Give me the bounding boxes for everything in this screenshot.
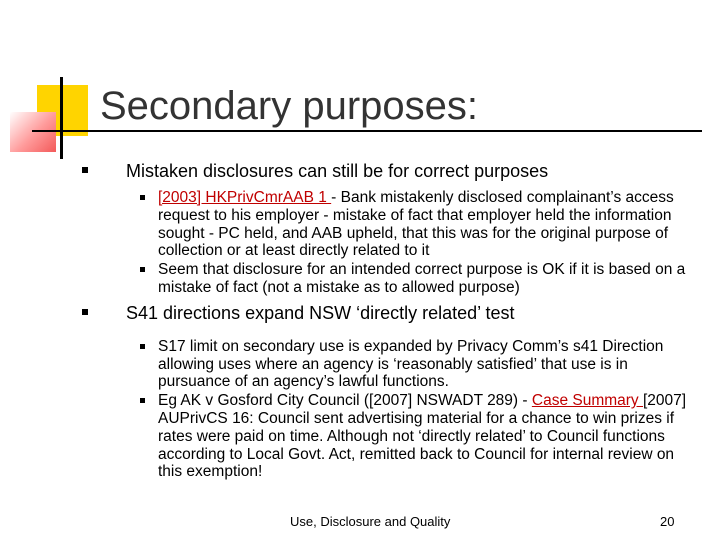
sub-bullet-text: S17 limit on secondary use is expanded by Privacy Comm’s s41 Direction allowing uses where an agency is ‘reasonably satisfied’ that use is in pursuance of an agency’s lawful functions. [158, 337, 664, 391]
sub-bullet-text: [2007] AUPrivCS 16: Council sent advertising material for a chance to win prizes if rates were paid on time. Although not ‘directly related’ to Council functions according to Local Govt. Act, remitted back to Council for internal review on this exemption! [158, 392, 687, 481]
sub-bullet-s17-limit [82, 338, 704, 391]
square-bullet-icon [140, 267, 145, 272]
decor-vertical-line [60, 77, 63, 159]
square-bullet-icon [140, 344, 145, 349]
square-bullet-icon [140, 398, 145, 403]
sub-bullet-mistake-of-fact [82, 261, 704, 297]
bullet-text: Mistaken disclosures can still be for correct purposes [126, 161, 549, 181]
bullet-s41-directions [82, 302, 704, 324]
decor-pink-square [10, 112, 56, 152]
case-link-hkprivcmraab[interactable]: [2003] HKPrivCmrAAB 1 [158, 189, 332, 206]
sub-bullet-text: Seem that disclosure for an intended correct purpose is OK if it is based on a mistake of fact (not a mistake as to allowed purpose) [158, 261, 686, 296]
sub-bullet-text-before: Eg AK v Gosford City Council ([2007] NSWADT 289) - [158, 392, 532, 410]
slide-title: Secondary purposes: [100, 84, 479, 128]
slide-content [82, 160, 704, 491]
bullet-text: S41 directions expand NSW ‘directly related’ test [126, 302, 515, 323]
title-underline [32, 130, 702, 132]
sub-bullet-gosford [82, 392, 704, 481]
slide-footer: Use, Disclosure and Quality [290, 514, 451, 529]
page-number: 20 [660, 514, 675, 529]
case-summary-link[interactable]: Case Summary [531, 392, 643, 410]
sub-bullet-hkprivcmr [82, 189, 704, 260]
sub-bullet-group-1 [82, 189, 704, 297]
square-bullet-icon [82, 167, 88, 173]
square-bullet-icon [82, 309, 88, 315]
bullet-mistaken-disclosures [82, 160, 704, 182]
sub-bullet-group-2 [82, 338, 704, 481]
square-bullet-icon [140, 195, 145, 200]
sub-bullet-text: - Bank mistakenly disclosed complainant’s access request to his employer - mistake of fact that employer held the information sought - PC held, and AAB upheld, that this was for the original purpose of collection or at least directly related to it [158, 189, 674, 260]
